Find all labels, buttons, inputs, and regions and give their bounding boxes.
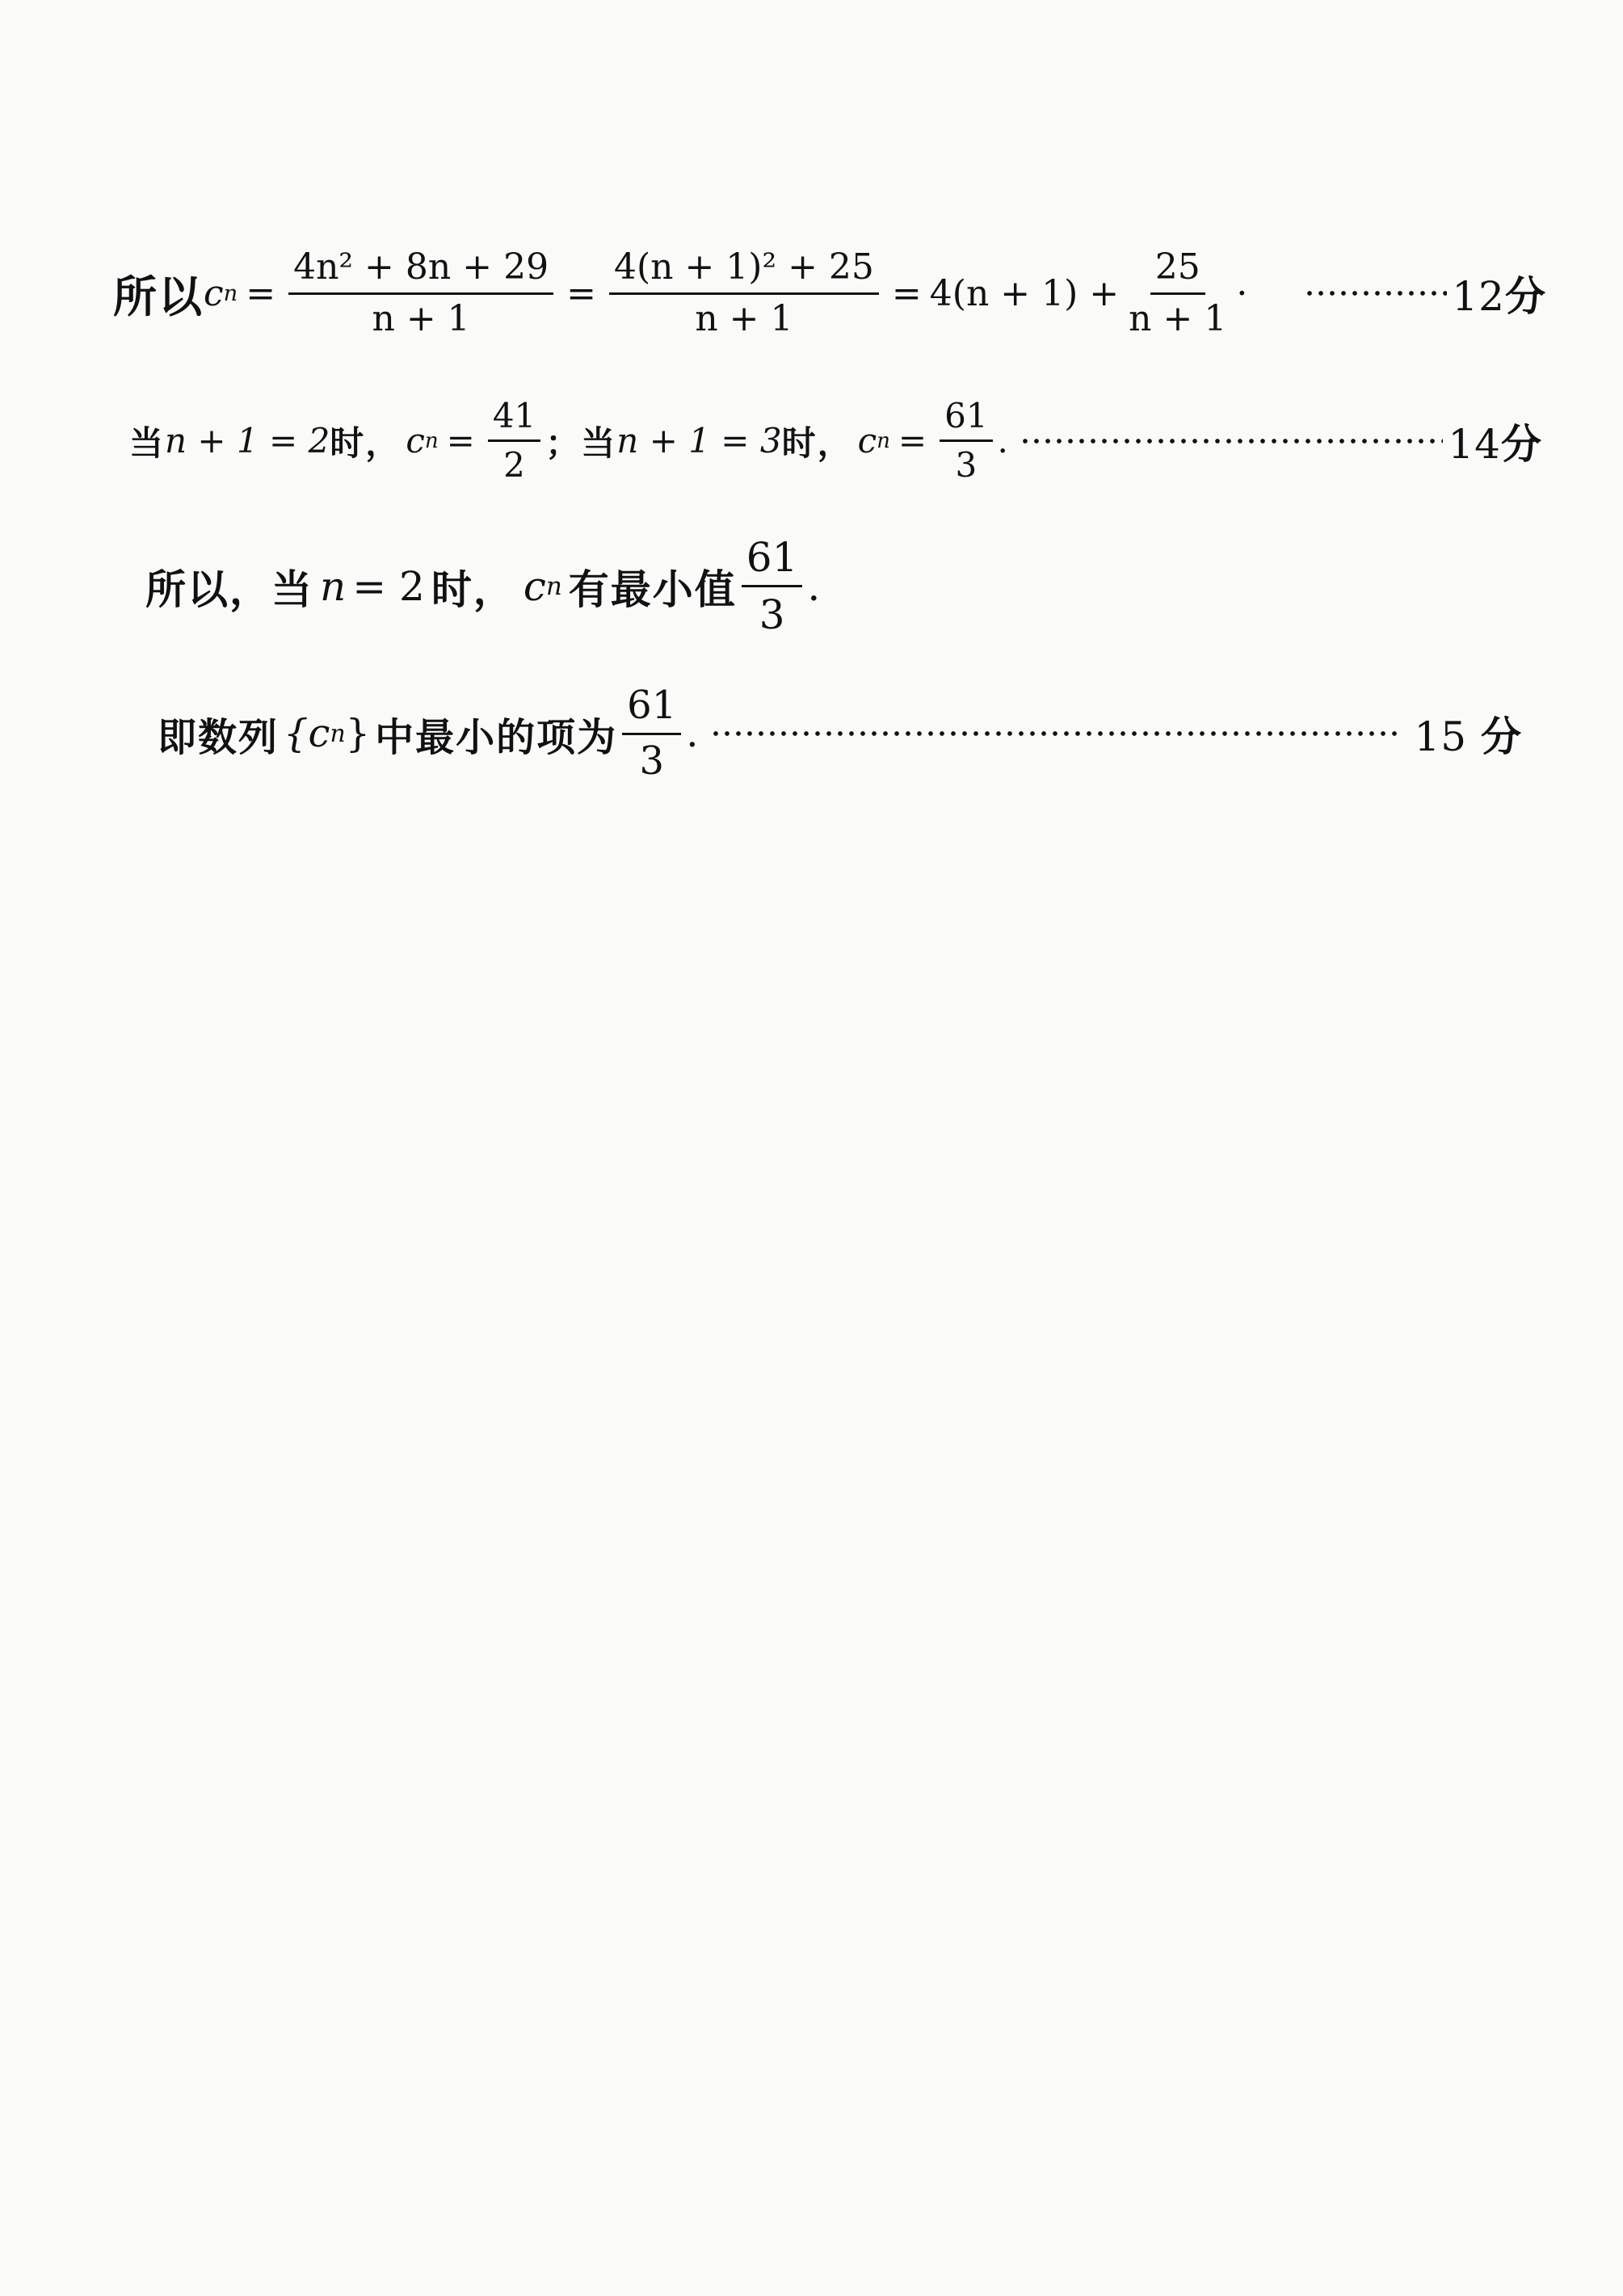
dot-leader [1304, 290, 1447, 296]
fraction-denominator: 3 [759, 591, 785, 638]
score-value: 12 [1452, 273, 1505, 321]
fraction-3-denominator: n + 1 [1129, 297, 1227, 339]
fraction-numerator: 61 [742, 533, 803, 587]
fraction-1-numerator: 4n² + 8n + 29 [288, 246, 553, 295]
score-value: 14 [1448, 420, 1501, 468]
fraction-61-3 [622, 683, 681, 784]
min-term-text: 中最小的项为 [375, 714, 618, 760]
fraction-41-2 [488, 396, 540, 486]
fraction-2-denominator: n + 1 [695, 297, 793, 339]
score-14 [1448, 412, 1543, 470]
subscript-n: n [877, 428, 890, 453]
subscript-n: n [424, 428, 439, 453]
fraction-1 [288, 246, 553, 341]
equals-sign: = [891, 272, 922, 314]
condition-1: n + 1 = 2 [165, 421, 330, 461]
equals-sign: = [898, 421, 927, 461]
solution-line-15 [158, 683, 1523, 784]
subscript-n: n [545, 571, 562, 601]
fraction-2 [609, 246, 879, 341]
time-text-2: 时， [781, 423, 853, 463]
fraction-denominator: 3 [955, 445, 978, 486]
variable-c: c [204, 272, 224, 314]
variable-c: c [857, 421, 877, 461]
prefix-text: 即数列 [158, 714, 280, 760]
variable-n: n [320, 562, 347, 610]
solution-line-12 [113, 246, 1547, 341]
equals-sign: = [246, 272, 276, 314]
separator: ； [545, 423, 582, 463]
prefix-text: 所以 [113, 270, 204, 322]
expression-middle: 4(n + 1) + [929, 272, 1120, 314]
when-text-2: 当 [581, 423, 617, 463]
fraction-2-numerator: 4(n + 1)² + 25 [609, 246, 879, 295]
when-text-1: 当 [129, 423, 166, 463]
subscript-n: n [223, 280, 238, 306]
min-value-text: 有最小值 [568, 565, 737, 613]
score-unit: 分 [1501, 419, 1543, 468]
time-text-1: 时， [330, 423, 402, 463]
fraction-61-3 [940, 396, 992, 486]
condition-value: = 2 [352, 562, 425, 610]
fraction-61-3 [742, 533, 803, 639]
set-open: {c [284, 711, 330, 757]
score-12 [1452, 264, 1547, 322]
solution-line-14 [129, 396, 1543, 486]
end-mark: · [1236, 272, 1248, 314]
prefix-text: 所以，当 [145, 565, 313, 613]
condition-2: n + 1 = 3 [616, 421, 782, 461]
fraction-numerator: 61 [940, 396, 992, 442]
score-unit: 分 [1481, 713, 1523, 761]
end-mark: . [807, 562, 821, 610]
fraction-denominator: 2 [503, 445, 525, 486]
subscript-n: n [330, 719, 346, 748]
set-close: } [345, 711, 371, 757]
fraction-3 [1124, 246, 1231, 341]
fraction-numerator: 41 [488, 396, 540, 442]
fraction-numerator: 61 [622, 683, 681, 735]
dot-leader [1020, 438, 1443, 444]
equals-sign: = [566, 272, 596, 314]
end-mark: . [686, 711, 699, 757]
score-unit: 分 [1505, 272, 1547, 321]
variable-c: c [406, 421, 425, 461]
dot-leader [710, 730, 1398, 737]
score-15 [1414, 704, 1523, 763]
fraction-1-denominator: n + 1 [372, 297, 470, 339]
equals-sign: = [446, 421, 475, 461]
fraction-denominator: 3 [639, 738, 664, 784]
end-mark: . [997, 421, 1008, 461]
time-text: 时， [431, 565, 515, 613]
fraction-3-numerator: 25 [1150, 246, 1205, 295]
variable-c: c [523, 562, 546, 610]
conclusion-line [145, 533, 1623, 639]
score-value: 15 [1414, 713, 1468, 761]
